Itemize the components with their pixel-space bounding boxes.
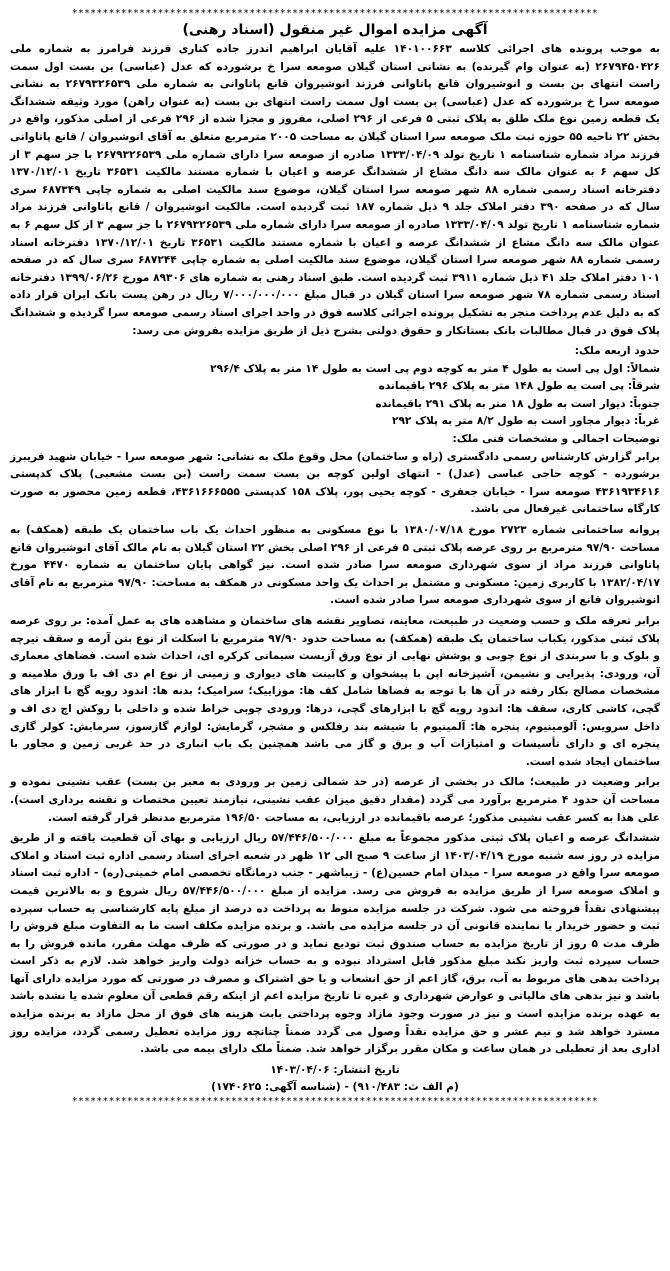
intro-paragraph: به موجب پرونده های اجرائی کلاسه ۱۴۰۱۰۰۶۶۳ علیه آقایان ابراهیم اندرز جاده کناری فرزند فرامرز به شماره ملی ۲۶۷۹۴۵۰۴۲۶ (به عنوان وام گیرنده) به نشانی استان گیلان صومعه سرا خ برشورده که عدل (عباسی) بن بست اول سمت راست انتهای بن بست و انوشیروان قانع پاتاوانی فرزند انوشیروان قانع پاتاوانی به شماره ملی ۲۶۷۹۳۲۶۵۳۹ به نشانی صومعه سرا خ برشورده که عدل (عباسی) بن بست اول سمت راست انتهای بن بست (به عنوان راهن) مورد وثیقه ششدانگ یک قطعه زمین نوع ملک طلق به پلاک ثبتی ۵ فرعی از ۲۹۶ اصلی، مفروز و مجزا شده از ۲۹۶ فرعی از اصلی مذکور، واقع در بخش ۲۲ ناحیه ۵۵ حوزه ثبت ملک صومعه سرا استان گیلان به مساحت ۲۰۰۵ مترمربع متعلق به آقای انوشیروان / قانع پاتاوانی فرزند مراد شماره شناسنامه ۱ تاریخ تولد ۱۳۳۳/۰۴/۰۹ صادره از صومعه سرا دارای شماره ملی ۲۶۷۹۳۲۶۵۳۹ با جز سهم ۳ از کل سهم ۶ به عنوان مالک سه دانگ مشاع از ششدانگ عرصه و اعیان با شماره مستند مالکیت ۳۶۵۳۱ تاریخ ۱۳۷۰/۱۲/۰۱ دفترخانه اسناد رسمی شماره ۸۸ شهر صومعه سرا استان گیلان، موضوع سند مالکیت اصلی به شماره چاپی ۶۸۷۳۴۹ سری سال که در صفحه ۳۹۰ دفتر املاک جلد ۹ ذیل شماره ۱۸۷ ثبت گردیده است. مالکیت انوشیروان / قانع پاتاوانی فرزند مراد شماره شناسنامه ۱ تاریخ تولد ۱۳۳۳/۰۴/۰۹ صادره از صومعه سرا دارای شماره ملی ۲۶۷۹۳۲۶۵۳۹ با جز سهم ۳ از کل سهم ۶ به عنوان مالک سه دانگ مشاع از ششدانگ عرصه و اعیان با شماره مستند مالکیت ۳۶۵۳۱ تاریخ ۱۳۷۰/۱۲/۰۱ دفترخانه اسناد رسمی شماره ۸۸ شهر صومعه سرا استان گیلان، موضوع سند مالکیت اصلی به شماره چاپی ۶۸۷۲۴۴ سری سال که در صفحه ۱۰۱ دفتر املاک جلد ۴۱ ذیل شماره ۳۹۱۱ ثبت گردیده است. طبق اسناد رهنی به شماره های ۸۹۳۰۶ مورخ ۱۳۹۹/۰۶/۲۶ دفترخانه اسناد رسمی شماره ۷۸ شهر صومعه سرا استان گیلان در قبال مبلغ ۷/۰۰۰/۰۰۰/۰۰۰ ریال در رهن پست بانک ایران قرار داده که به دلیل عدم پرداخت منجر به تشکیل پرونده اجرائی کلاسه فوق در واحد اجرای اسناد رسمی صومعه سرا گردیده و ششدانگ پلاک فوق در قبال مطالبات بانک بستانکار و حقوق دولتی بشرح ذیل از طریق مزایده بفروش می رسد: [10,43,661,337]
auction-terms-paragraph: ششدانگ عرصه و اعیان پلاک ثبتی مذکور مجموعاً به مبلغ ۵۷/۴۴۶/۵۰۰/۰۰۰ ریال ارزیابی و بهای آن قطعیت یافته و از طریق مزایده در روز سه شنبه مورخ ۱۴۰۳/۰۴/۱۹ از ساعت ۹ صبح الی ۱۲ ظهر در شعبه اجرای اسناد رسمی اداره ثبت اسناد و املاک صومعه سرا واقع در صومعه سرا - میدان امام حسین(ع) - زیباشهر - جنب درمانگاه تخصصی امام خمینی(ره) - اداره ثبت اسناد و املاک صومعه سرا از طریق مزایده به فروش می رسد. مزایده از مبلغ ۵۷/۴۴۶/۵۰۰/۰۰۰ ریال شروع و به بالاترین قیمت پیشنهادی نقداً فروخته می شود. شرکت در جلسه مزایده منوط به پرداخت ده درصد از مبلغ پایه کارشناسی به حساب سپرده ثبت و حضور خریدار یا نماینده قانونی آن در جلسه مزایده می باشد. و برنده مزایده مکلف است ما به التفاوت مبلغ فروش را ظرف مدت ۵ روز از تاریخ مزایده به حساب صندوق ثبت تودیع نماید و در صورتی که ظرف مهلت مقرر، مانده فروش را به حساب سپرده ثبت واریز نکند مبلغ مذکور قابل استرداد نبوده و به حساب خزانه دولت واریز خواهد شد. لازم به ذکر است پرداخت بدهی های مربوط به آب، برق، گاز اعم از حق انشعاب و یا حق اشتراک و مصرف در صورتی که مورد مزایده دارای آنها باشد و نیز بدهی های مالیاتی و عوارض شهرداری و غیره تا تاریخ مزایده اعم از اینکه رقم قطعی آن معلوم شده یا نشده باشد به عهده برنده مزایده است و نیز در صورت وجود مازاد وجوه پرداختی بابت هزینه های فوق از محل مازاد به برنده مزایده مسترد خواهد شد و نیم عشر و حق مزایده نقداً وصول می گردد ضمناً چنانچه روز مزایده تعطیل رسمی گردد، مزایده روز اداری بعد از تعطیلی در همان ساعت و مکان مقرر برگزار خواهد شد. ضمناً ملک دارای بیمه می باشد. [10,832,661,1056]
publish-date: تاریخ انتشار: ۱۴۰۳/۰۴/۰۶ [270,1063,400,1076]
boundary-west: غرباً: دیوار مجاور است به طول ۸/۲ متر به پلاک ۲۹۲ [392,415,660,428]
boundary-south: جنوباً: دیوار است به طول ۱۸ متر به پلاک ۲۹۱ باقیمانده [375,397,660,410]
notice-title: آگهی مزایده اموال غیر منقول (اسناد رهنی) [182,22,488,38]
bottom-star-divider: ************************************************************************************** [71,1095,599,1107]
expert-report-paragraph: برابر گزارش کارشناس رسمی دادگستری (راه و ساختمان) محل وقوع ملک به نشانی: شهر صومعه سرا - خیابان شهید فریبرز برشورده - کوچه حاجی عباسی (عدل) - انتهای اولین کوچه بن بست سمت راست (بن بست مشعبی) پلاک کدپستی ۴۳۶۱۹۳۴۶۱۶ صومعه سرا - خیابان جعفری - کوچه یحیی پور، پلاک ۱۵۸ کدپستی ۴۳۶۱۶۶۶۵۵۵، قطعه زمین محصور به صورت کارگاه ساختمانی غیرفعال می باشد. [10,450,660,516]
building-description-paragraph: برابر تعرفه ملک و حسب وضعیت در طبیعت، معاینه، تصاویر نقشه های ساختمان و مشاهده های به عمل آمده: بر روی عرصه پلاک ثبتی مذکور، یکباب ساختمان یک طبقه (همکف) به مساحت حدود ۹۷/۹۰ مترمربع با اسکلت از نوع بتن آرمه و سقف تیرچه و بلوک و با سربندی از نوع چوبی و پوشش نهایی از نوع ورق آزبست سیمانی کرکره ای، احداث شده است. فضاهای معماری آن، ورودی: پذیرایی و نشیمن، آشپزخانه اپن با پیشخوان و کابینت های دیواری و زمینی از نوع ام دی اف با ورق ملامینه و مشخصات مصالح بکار رفته در آن ها با توجه به فضاها شامل کف ها: موزاییک؛ سرامیک؛ بدنه ها: اندود رویه گچ با ابزار های گچی، کاشی کاری، سقف ها: اندود رویه گچ با ابزارهای گچی، درها: ورودی چوبی خراط شده و داخلی با روکش اچ دی اف و داخل سرویس: آلومینیوم، پنجره ها: آلمینیوم با شیشه بند رفلکس و مشجر، گرمایش: لوازم گازسوز، سرمایش: کولر گازی پنجره ای و دارای تأسیسات و امتیازات آب و برق و گاز می باشد همچنین یک باب انباری در حد غربی زمین و مجاور با ساختمان ایجاد شده است. [10,615,660,768]
notice-code: (م الف ث: ۹۱۰/۴۸۳) - (شناسه آگهی: ۱۷۴۰۶۲۵) [211,1080,459,1093]
notice-body [10,41,660,1059]
setback-paragraph: برابر وضعیت در طبیعت؛ مالک در بخشی از عرصه (در حد شمالی زمین بر ورودی به معبر بن بست) عقب نشینی نموده و مساحت آن حدود ۴ مترمربع برآورد می گردد (مقدار دقیق میزان عقب نشینی، نیازمند تعیین مختصات و نقشه برداری است). علی هذا به کسر عقب نشینی مذکور؛ عرصه باقیمانده در ارزیابی، به مساحت ۱۹۶/۵۰ مترمربع مدنظر قرار گرفته است. [10,776,660,824]
boundary-east: شرقاً: پی است به طول ۱۴۸ متر به پلاک ۲۹۶ باقیمانده [378,380,660,393]
technical-details-heading: توضیحات اجمالی و مشخصات فنی ملک: [452,433,660,446]
boundary-north: شمالاً: اول پی است به طول ۴ متر به کوچه دوم پی است به طول ۱۴ متر به پلاک ۲۹۶/۴ [210,362,660,375]
notice-footer [10,1062,660,1096]
boundaries-heading: حدود اربعه ملک: [574,345,660,358]
building-permit-paragraph: پروانه ساختمانی شماره ۲۷۲۳ مورخ ۱۳۸۰/۰۷/۱۸ با نوع مسکونی به منظور احداث یک باب ساختمان یک طبقه (همکف) به مساحت ۹۷/۹۰ مترمربع بر روی عرصه پلاک ثبتی ۵ فرعی از ۲۹۶ اصلی بخش ۲۲ استان گیلان به نام مالک آقای انوشیروان قانع پاتاوانی فرزند مراد از سوی شهرداری صومعه سرا صادر شده است. نیز گواهی پایان ساختمان به شماره ۴۴۷۰ مورخ ۱۳۸۲/۰۴/۱۷ با کاربری زمین: مسکونی و مشتمل بر احداث یک واحد مسکونی در همکف به مساحت: ۹۷/۹۰ مترمربع به نام آقای انوشیروان قانع از سوی شهرداری صومعه سرا صادر شده است. [10,524,661,607]
top-star-divider: ************************************************************************************** [71,8,599,19]
